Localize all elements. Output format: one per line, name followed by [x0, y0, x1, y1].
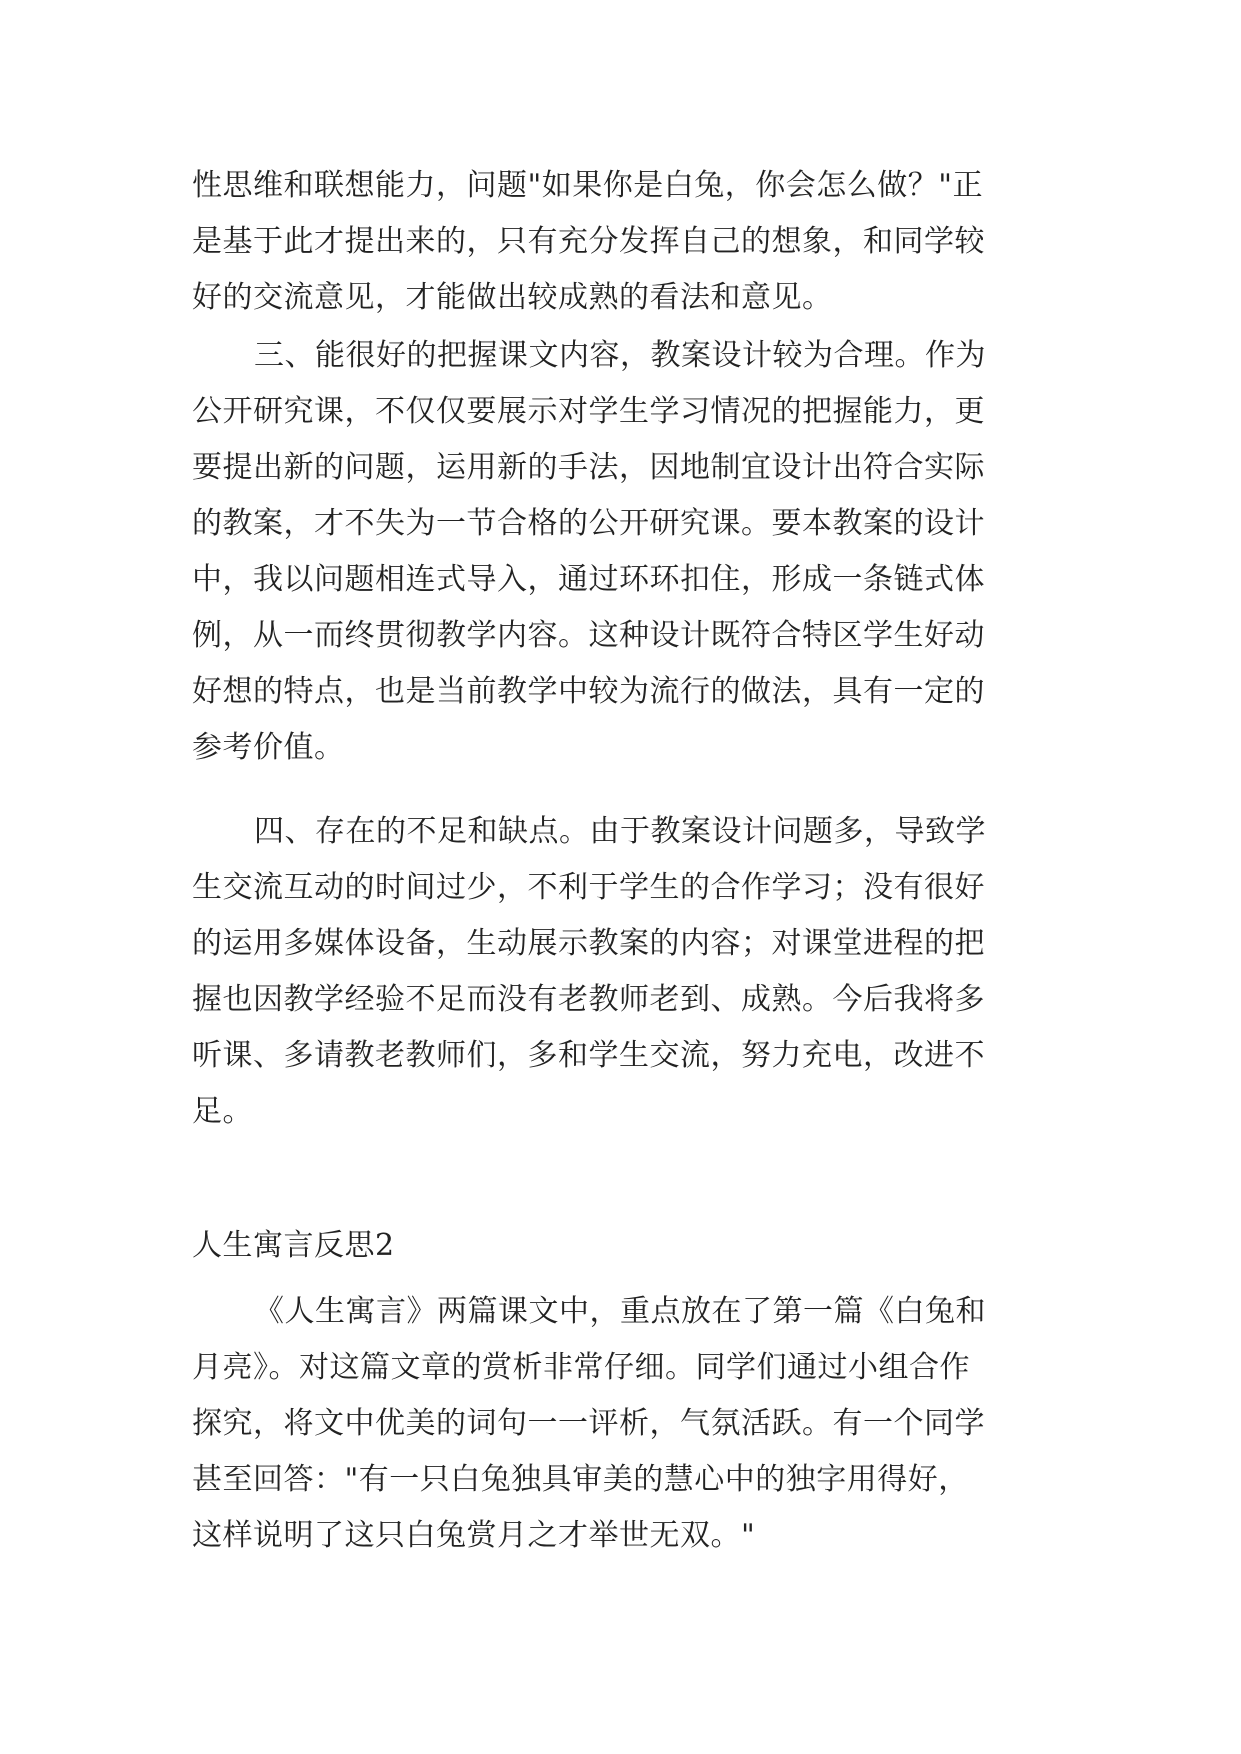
section-heading-text: 人生寓言反思2	[192, 1228, 395, 1263]
text-line: 四、存在的不足和缺点。由于教案设计问题多，导致学	[254, 814, 986, 849]
text-line: 例，从一而终贯彻教学内容。这种设计既符合特区学生好动	[192, 618, 985, 653]
paragraph-point-three	[192, 328, 1072, 776]
text-line: 《人生寓言》两篇课文中，重点放在了第一篇《白兔和	[254, 1294, 986, 1329]
text-line: 是基于此才提出来的，只有充分发挥自己的想象，和同学较	[192, 224, 985, 259]
text-line: 的运用多媒体设备，生动展示教案的内容；对课堂进程的把	[192, 926, 985, 961]
text-line: 好想的特点，也是当前教学中较为流行的做法，具有一定的	[192, 674, 985, 709]
text-line: 要提出新的问题，运用新的手法，因地制宜设计出符合实际	[192, 450, 985, 485]
text-line: 好的交流意见，才能做出较成熟的看法和意见。	[192, 280, 833, 315]
paragraph-continued	[192, 158, 1072, 326]
text-line: 月亮》。对这篇文章的赏析非常仔细。同学们通过小组合作	[192, 1350, 970, 1385]
text-line: 听课、多请教老教师们，多和学生交流，努力充电，改进不	[192, 1038, 985, 1073]
text-line: 三、能很好的把握课文内容，教案设计较为合理。作为	[254, 338, 986, 373]
text-line: 甚至回答："有一只白兔独具审美的慧心中的独字用得好，	[192, 1462, 969, 1497]
text-line: 性思维和联想能力，问题"如果你是白兔，你会怎么做？"正	[192, 168, 984, 203]
text-line: 足。	[192, 1094, 253, 1129]
text-line: 生交流互动的时间过少，不利于学生的合作学习；没有很好	[192, 870, 985, 905]
text-line: 这样说明了这只白兔赏月之才举世无双。"	[192, 1518, 756, 1553]
text-line: 参考价值。	[192, 730, 345, 765]
text-line: 探究，将文中优美的词句一一评析，气氛活跃。有一个同学	[192, 1406, 985, 1441]
paragraph-point-four	[192, 804, 1072, 1140]
text-line: 中，我以问题相连式导入，通过环环扣住，形成一条链式体	[192, 562, 985, 597]
text-line: 公开研究课，不仅仅要展示对学生学习情况的把握能力，更	[192, 394, 985, 429]
text-line: 握也因教学经验不足而没有老教师老到、成熟。今后我将多	[192, 982, 985, 1017]
paragraph-intro	[192, 1284, 1072, 1564]
section-heading	[192, 1218, 1072, 1274]
text-line: 的教案，才不失为一节合格的公开研究课。要本教案的设计	[192, 506, 985, 541]
